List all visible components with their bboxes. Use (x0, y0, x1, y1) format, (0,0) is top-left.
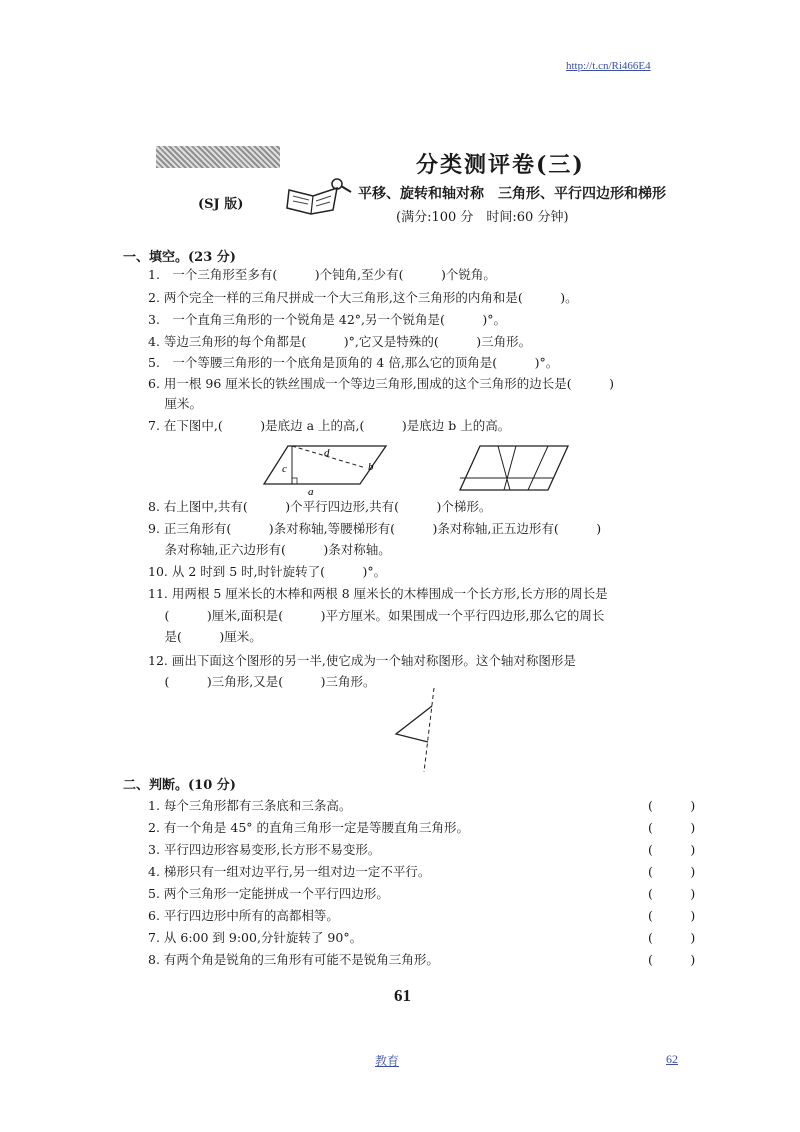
answer-blank[interactable]: ( ) (648, 864, 696, 879)
question-line: 11. 用两根 5 厘米长的木棒和两根 8 厘米长的木棒围成一个长方形,长方形的周长是 (148, 586, 608, 601)
footer-link-left[interactable]: 教育 (375, 1054, 400, 1068)
question-line: 12. 画出下面这个图形的另一半,使它成为一个轴对称图形。这个轴对称图形是 (148, 653, 576, 668)
judgment-item: 4. 梯形只有一组对边平行,另一组对边一定不平行。 (148, 864, 431, 879)
page-subtitle: 平移、旋转和轴对称 三角形、平行四边形和梯形 (358, 186, 666, 202)
section-1-heading: 一、填空。(23 分) (123, 250, 236, 265)
answer-blank[interactable]: ( ) (648, 842, 696, 857)
answer-blank[interactable]: ( ) (648, 930, 696, 945)
answer-blank[interactable]: ( ) (648, 952, 696, 967)
judgment-item: 6. 平行四边形中所有的高都相等。 (148, 908, 339, 923)
judgment-item: 5. 两个三角形一定能拼成一个平行四边形。 (148, 886, 389, 901)
score-time: (满分:100 分 时间:60 分钟) (396, 210, 569, 225)
top-link[interactable]: http://t.cn/Ri466E4 (566, 60, 651, 72)
answer-blank[interactable]: ( ) (648, 798, 696, 813)
question-line: 9. 正三角形有( )条对称轴,等腰梯形有( )条对称轴,正五边形有( ) (148, 521, 602, 536)
question-line: ( )三角形,又是( )三角形。 (148, 674, 376, 689)
question-line: 条对称轴,正六边形有( )条对称轴。 (148, 542, 391, 557)
symmetry-half-figure (388, 686, 448, 774)
answer-blank[interactable]: ( ) (648, 886, 696, 901)
edition-label: (SJ 版) (198, 197, 244, 212)
judgment-item: 3. 平行四边形容易变形,长方形不易变形。 (148, 842, 381, 857)
page-number: 61 (394, 986, 411, 1005)
question-line: 4. 等边三角形的每个角都是( )°,它又是特殊的( )三角形。 (148, 334, 532, 349)
judgment-item: 8. 有两个角是锐角的三角形有可能不是锐角三角形。 (148, 952, 439, 967)
section-2-heading: 二、判断。(10 分) (123, 778, 236, 793)
label-d: d (324, 447, 330, 459)
question-line: 5. 一个等腰三角形的一个底角是顶角的 4 倍,那么它的顶角是( )°。 (148, 355, 559, 370)
footer-link-right[interactable]: 62 (666, 1052, 678, 1066)
question-line: 10. 从 2 时到 5 时,时针旋转了( )°。 (148, 564, 387, 579)
question-line: ( )厘米,面积是( )平方厘米。如果围成一个平行四边形,那么它的周长 (148, 608, 605, 623)
question-line: 8. 右上图中,共有( )个平行四边形,共有( )个梯形。 (148, 499, 492, 514)
question-line: 是( )厘米。 (148, 629, 262, 644)
question-line: 2. 两个完全一样的三角尺拼成一个大三角形,这个三角形的内角和是( )。 (148, 290, 578, 305)
question-line: 3. 一个直角三角形的一个锐角是 42°,另一个锐角是( )°。 (148, 312, 507, 327)
judgment-item: 7. 从 6:00 到 9:00,分针旋转了 90°。 (148, 930, 363, 945)
question-line: 1. 一个三角形至多有( )个钝角,至少有( )个锐角。 (148, 267, 496, 282)
judgment-item: 1. 每个三角形都有三条底和三条高。 (148, 798, 352, 813)
question-line: 7. 在下图中,( )是底边 a 上的高,( )是底边 b 上的高。 (148, 418, 511, 433)
shapes-count-figure (456, 440, 576, 496)
parallelogram-figure (262, 436, 392, 496)
answer-blank[interactable]: ( ) (648, 820, 696, 835)
question-line: 6. 用一根 96 厘米长的铁丝围成一个等边三角形,围成的这个三角形的边长是( ) (148, 376, 614, 391)
label-a: a (308, 486, 314, 496)
judgment-item: 2. 有一个角是 45° 的直角三角形一定是等腰直角三角形。 (148, 820, 470, 835)
page-title: 分类测评卷(三) (416, 152, 585, 178)
publisher-logo (156, 146, 280, 168)
label-c: c (282, 463, 287, 475)
question-line: 厘米。 (148, 396, 202, 411)
book-illustration (285, 176, 355, 216)
answer-blank[interactable]: ( ) (648, 908, 696, 923)
label-b: b (368, 461, 374, 473)
